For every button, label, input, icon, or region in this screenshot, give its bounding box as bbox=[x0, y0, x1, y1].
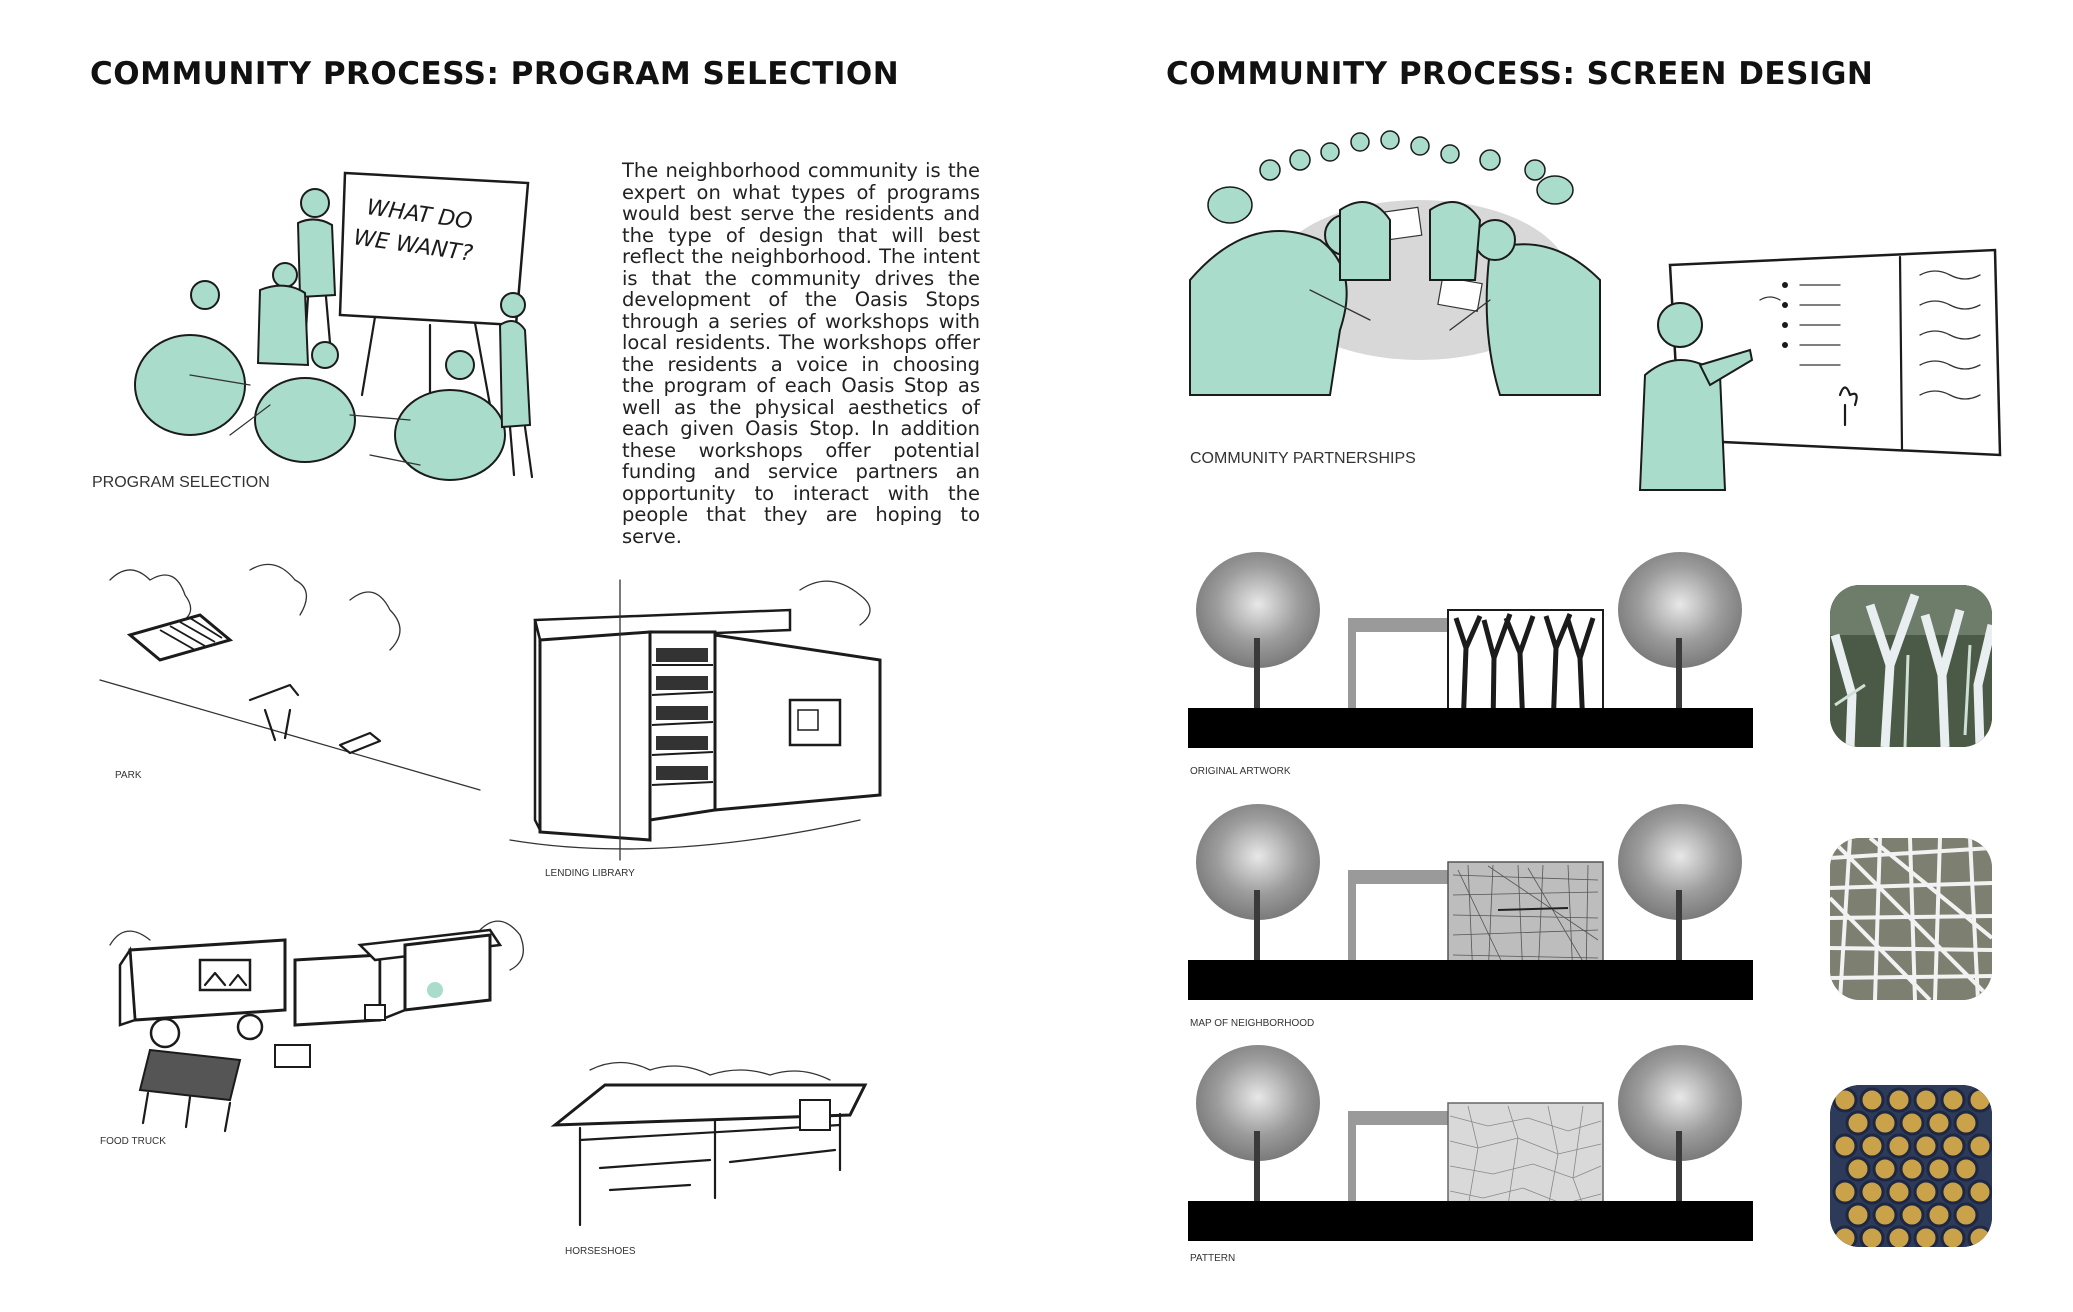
horseshoes-sketch bbox=[550, 1050, 870, 1245]
park-sketch bbox=[100, 560, 480, 790]
caption-horseshoes: HORSESHOES bbox=[565, 1246, 636, 1257]
left-page-heading: COMMUNITY PROCESS: PROGRAM SELECTION bbox=[90, 56, 900, 92]
caption-map-of-neighborhood: MAP OF NEIGHBORHOOD bbox=[1190, 1018, 1315, 1029]
elevation-map-of-neighborhood bbox=[1188, 800, 1753, 1000]
elevation-pattern bbox=[1188, 1036, 1753, 1241]
lending-library-sketch bbox=[500, 570, 900, 860]
program-selection-sketch bbox=[130, 165, 570, 495]
photo-map-screen bbox=[1830, 838, 1992, 1000]
caption-original-artwork: ORIGINAL ARTWORK bbox=[1190, 766, 1291, 777]
caption-community-partnerships: COMMUNITY PARTNERSHIPS bbox=[1190, 450, 1416, 467]
food-truck-sketch bbox=[90, 915, 530, 1140]
caption-lending-library: LENDING LIBRARY bbox=[545, 868, 635, 879]
right-page-heading: COMMUNITY PROCESS: SCREEN DESIGN bbox=[1166, 56, 1874, 92]
caption-program-selection: PROGRAM SELECTION bbox=[92, 474, 270, 491]
intro-paragraph: The neighborhood community is the expert on what types of programs would best serve the residents and the type of design that will best reflect the neighborhood. The intent is that the community drives the development of the Oasis Stops through a series of workshops with local residents. The workshops offer the residents a voice in choosing the program of each Oasis Stop as well as the physical aesthetics of each given Oasis Stop. In addition these workshops offer potential funding and service partners an opportunity to interact with the people that they are hoping to serve. bbox=[622, 159, 980, 548]
elevation-original-artwork bbox=[1188, 548, 1753, 748]
caption-food-truck: FOOD TRUCK bbox=[100, 1136, 166, 1147]
photo-pattern-screen bbox=[1830, 1085, 1992, 1247]
screen-board-sketch bbox=[1640, 245, 2000, 490]
community-workshop-sketch bbox=[1190, 130, 1605, 395]
photo-tree-screen bbox=[1830, 585, 1992, 747]
whiteboard-text-line2: WE WANT? bbox=[351, 225, 475, 267]
whiteboard-text-line1: WHAT DO bbox=[365, 195, 474, 235]
caption-pattern: PATTERN bbox=[1190, 1253, 1236, 1264]
caption-park: PARK bbox=[115, 770, 142, 781]
